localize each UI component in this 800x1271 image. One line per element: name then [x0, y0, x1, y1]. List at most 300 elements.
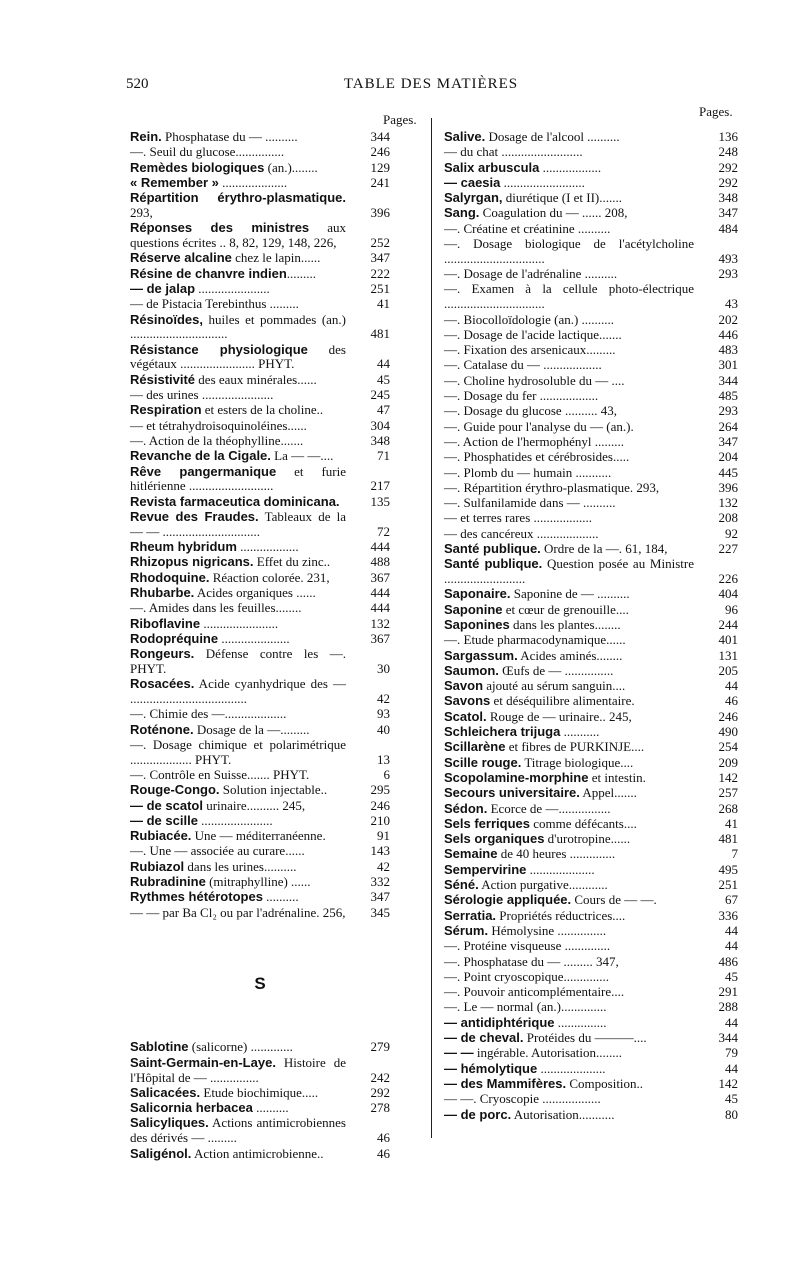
index-entry-page-number: 71 — [377, 448, 390, 464]
index-entry — [130, 799, 390, 814]
index-entry-term: Sels organiques — [444, 831, 545, 847]
index-entry-page-number: 226 — [718, 571, 738, 587]
index-entry — [444, 176, 738, 191]
index-entry-term: Saponines — [444, 617, 510, 632]
index-entry-description: —. Dosage chimique et polarimétrique ................... PHYT. — [130, 736, 346, 767]
index-entry — [444, 343, 738, 358]
index-entry-description: —. Choline hydrosoluble du — .... — [444, 372, 625, 388]
index-entry-description: —. Guide pour l'analyse du — (an.). — [444, 418, 634, 434]
index-entry-page-number: 45 — [377, 371, 390, 387]
index-entry-description: Dosage de l'alcool .......... — [485, 129, 620, 144]
index-entry-term: Salive. — [444, 129, 486, 144]
index-entry-page-number: 80 — [725, 1106, 738, 1122]
index-entry-page-number: 202 — [718, 311, 738, 327]
index-entry — [130, 571, 390, 586]
index-entry-page-number: 41 — [725, 815, 738, 831]
index-entry — [130, 434, 390, 449]
index-entry-page-number: 91 — [377, 828, 390, 844]
index-entry — [444, 389, 738, 404]
index-entry-term: Rheum hybridum — [130, 539, 237, 555]
page-title: TABLE DES MATIÈRES — [343, 76, 519, 92]
page-number: 520 — [126, 76, 149, 92]
pages-label-right: Pages. — [699, 104, 733, 119]
index-entry-page-number: 132 — [370, 615, 390, 631]
index-entry-page-number: 252 — [370, 235, 390, 251]
index-entry — [444, 557, 738, 587]
index-entry-page-number: 445 — [718, 464, 738, 480]
index-entry-term: Savon — [444, 678, 484, 694]
index-entry-page-number: 367 — [370, 569, 390, 585]
index-entry-description: Rouge de — urinaire.. 245, — [486, 708, 632, 724]
index-entry-term: Rubiacée. — [130, 828, 192, 844]
index-entry — [444, 847, 738, 862]
index-entry-description: ...................... — [197, 812, 273, 828]
index-entry-term: Réponses des ministres — [130, 220, 310, 236]
index-entry-description: (salicorne) ............. — [188, 1039, 293, 1055]
index-entry-page-number: 246 — [370, 797, 390, 813]
index-entry-description: — des cancéreux ................... — [444, 525, 599, 541]
index-entry-description: —. Dosage de l'acide lactique....... — [444, 326, 622, 342]
index-entry-term: Scatol. — [444, 708, 487, 724]
index-entry — [130, 1040, 390, 1055]
index-entry-term: Salix arbuscula — [444, 159, 540, 175]
index-entry-page-number: 367 — [370, 630, 390, 646]
index-entry-page-number: 209 — [718, 754, 738, 770]
index-entry-term: Sels ferriques — [444, 815, 530, 831]
index-entry — [444, 649, 738, 664]
index-entry — [444, 1031, 738, 1046]
index-entry — [130, 343, 390, 373]
index-entry — [444, 511, 738, 526]
index-entry-term: Saumon. — [444, 662, 499, 678]
index-entry — [444, 694, 738, 709]
index-entry — [130, 844, 390, 859]
index-entry-description: — de Pistacia Terebinthus ......... — [130, 296, 299, 312]
index-entry-description: et intestin. — [588, 769, 646, 785]
index-entry-page-number: 278 — [370, 1100, 390, 1116]
index-entry-page-number: 257 — [718, 785, 738, 801]
index-entry-page-number: 241 — [370, 174, 390, 190]
index-entry — [130, 829, 390, 844]
index-entry-term: Rhodoquine. — [130, 569, 210, 585]
index-entry — [444, 832, 738, 847]
index-entry-term: Résinoïdes, — [130, 311, 203, 327]
index-entry — [130, 373, 390, 388]
index-entry-page-number: 332 — [370, 874, 390, 890]
index-entry — [444, 313, 738, 328]
index-entry-description: et cœur de grenouille.... — [502, 601, 629, 617]
index-entry-description: —. Dosage du fer .................. — [444, 388, 599, 404]
index-entry-page-number: 204 — [718, 449, 738, 465]
index-entry-page-number: 336 — [718, 907, 738, 923]
index-entry — [130, 1086, 390, 1101]
index-entry-page-number: 93 — [377, 706, 390, 722]
index-entry-description: Acides aminés........ — [517, 647, 623, 663]
index-entry-page-number: 485 — [718, 388, 738, 404]
index-entry-page-number: 444 — [370, 584, 390, 600]
index-entry-term: Scillarène — [444, 739, 506, 755]
index-entry-term: Saponine — [444, 601, 503, 617]
index-entry-page-number: 293 — [718, 403, 738, 419]
index-entry-description: —. Dosage biologique de l'acétylcholine ............................... — [444, 236, 694, 266]
index-entry-description: —. Pouvoir anticomplémentaire.... — [444, 984, 625, 1000]
index-entry — [444, 374, 738, 389]
index-entry — [130, 267, 390, 282]
index-entry — [444, 222, 738, 237]
index-entry-description: ........... — [560, 724, 600, 740]
index-entry-page-number: 245 — [370, 387, 390, 403]
index-entry-term: Semaine — [444, 846, 498, 862]
index-entry-term: — antidiphtérique — [444, 1014, 555, 1030]
index-list-s-continued — [444, 130, 738, 1122]
index-entry-page-number: 251 — [718, 877, 738, 893]
index-entry-description: Propriétés réductrices.... — [496, 907, 626, 923]
index-entry-description: — — par Ba Cl₂ ou par l'adrénaline. 256, — [130, 904, 346, 920]
index-entry-description: —. Sulfanilamide dans — .......... — [444, 495, 616, 511]
index-entry-page-number: 242 — [370, 1069, 390, 1085]
index-entry-description: Cours de — —. — [571, 892, 657, 908]
index-entry — [444, 282, 738, 312]
index-entry-term: Remèdes biologiques — [130, 159, 265, 175]
index-entry-description: —. Répartition érythro-plasmatique. 293, — [444, 479, 660, 495]
index-entry-term: — hémolytique — [444, 1060, 538, 1076]
index-entry-description: Acide cyanhydrique des — .................................... — [130, 676, 346, 706]
index-entry-page-number: 301 — [718, 357, 738, 373]
index-entry-term: Résistance physiologique — [130, 341, 308, 357]
index-entry-page-number: 208 — [718, 510, 738, 526]
index-entry-page-number: 484 — [718, 220, 738, 236]
index-entry — [444, 893, 738, 908]
index-entry-page-number: 293 — [718, 266, 738, 282]
index-entry — [130, 906, 390, 921]
index-entry-description: Protéides du ———.... — [523, 1030, 647, 1046]
index-entry-description: Défense contre les —. PHYT. — [130, 646, 346, 676]
index-entry-description: de 40 heures .............. — [497, 846, 616, 862]
index-entry-page-number: 483 — [718, 342, 738, 358]
index-entry-term: Sargassum. — [444, 647, 518, 663]
index-entry-description: ............... — [554, 1014, 607, 1030]
index-entry-page-number: 42 — [377, 858, 390, 874]
index-entry-description: —. Etude pharmacodynamique...... — [444, 632, 626, 648]
index-entry-page-number: 347 — [718, 433, 738, 449]
index-entry-page-number: 135 — [370, 493, 390, 509]
index-entry-term: Répartition érythro-plasmatique. — [130, 190, 346, 206]
index-entry-page-number: 264 — [718, 418, 738, 434]
index-entry-page-number: 13 — [377, 751, 390, 767]
index-entry-term: Sablotine — [130, 1039, 189, 1055]
index-entry — [130, 677, 390, 707]
index-entry-term: Sérologie appliquée. — [444, 892, 572, 908]
index-entry — [130, 388, 390, 403]
index-entry-term: — caesia — [444, 174, 501, 190]
index-entry-page-number: 6 — [383, 766, 390, 782]
index-entry — [444, 1046, 738, 1061]
index-entry-term: — — — [444, 1045, 474, 1061]
index-entry-page-number: 217 — [370, 478, 390, 494]
index-entry-term: Roténone. — [130, 721, 194, 737]
index-entry — [444, 725, 738, 740]
index-entry-page-number: 44 — [725, 922, 738, 938]
index-entry-description: — et tétrahydroisoquinoléines...... — [130, 417, 307, 433]
index-entry-term: — de porc. — [444, 1106, 512, 1122]
index-list-s — [130, 1040, 390, 1161]
index-entry-term: Revista farmaceutica dominicana. — [130, 493, 340, 509]
index-entry — [130, 632, 390, 647]
index-entry-page-number: 131 — [718, 647, 738, 663]
index-entry-term: Saponaire. — [444, 586, 511, 602]
index-entry — [130, 176, 390, 191]
index-entry — [444, 496, 738, 511]
index-entry — [444, 466, 738, 481]
index-entry-page-number: 396 — [718, 479, 738, 495]
index-entry — [130, 1101, 390, 1116]
index-entry-description: 293, — [130, 204, 153, 220]
index-entry — [444, 1062, 738, 1077]
index-entry-description: huiles et pommades (an.) .............................. — [130, 311, 346, 342]
index-entry-page-number: 292 — [718, 159, 738, 175]
index-entry-page-number: 401 — [718, 632, 738, 648]
index-entry-page-number: 46 — [725, 693, 738, 709]
index-entry — [444, 786, 738, 801]
index-entry-term: Salicacées. — [130, 1084, 201, 1100]
index-entry-page-number: 268 — [718, 800, 738, 816]
index-entry-term: Secours universitaire. — [444, 785, 580, 801]
index-entry — [130, 875, 390, 890]
index-entry-description: Autorisation........... — [511, 1106, 615, 1122]
index-entry-description: —. Biocolloïdologie (an.) .......... — [444, 311, 615, 327]
index-entry — [130, 860, 390, 875]
index-entry-term: Salyrgan, — [444, 190, 503, 206]
index-entry-description: .................... — [537, 1060, 606, 1076]
index-entry-description: La — —.... — [270, 448, 334, 464]
index-entry — [444, 909, 738, 924]
index-entry-page-number: 295 — [370, 782, 390, 798]
index-entry-description: dans les plantes........ — [509, 617, 621, 632]
index-entry-description: .................. — [236, 539, 299, 555]
index-entry-description: (mitraphylline) ...... — [205, 874, 311, 890]
index-entry-page-number: 129 — [370, 159, 390, 175]
index-entry — [130, 495, 390, 510]
index-entry-description: —. Action de l'hermophényl ......... — [444, 433, 624, 449]
index-entry — [130, 723, 390, 738]
index-entry-term: Rubradinine — [130, 874, 206, 890]
index-entry — [444, 664, 738, 679]
index-entry-term: Respiration — [130, 402, 202, 418]
index-entry-page-number: 246 — [370, 144, 390, 160]
index-entry — [130, 465, 390, 495]
index-entry — [130, 510, 390, 540]
index-entry-page-number: 493 — [718, 250, 738, 266]
index-entry-term: Rythmes hétérotopes — [130, 889, 263, 905]
index-entry-page-number: 292 — [370, 1084, 390, 1100]
index-entry-page-number: 142 — [718, 769, 738, 785]
index-entry-term: Scille rouge. — [444, 754, 522, 770]
index-entry-page-number: 248 — [718, 144, 738, 160]
index-entry-description: Action purgative............ — [478, 877, 608, 893]
index-entry-description: —. Seuil du glucose............... — [130, 144, 285, 160]
index-entry-description: dans les urines.......... — [184, 858, 297, 874]
index-entry-page-number: 96 — [725, 601, 738, 617]
index-entry-description: Etude biochimique..... — [200, 1084, 319, 1100]
index-entry-page-number: 30 — [377, 660, 390, 676]
index-entry-term: Santé publique. — [444, 541, 541, 557]
index-entry-page-number: 136 — [718, 129, 738, 144]
index-entry — [444, 771, 738, 786]
index-entry-description: — —. Cryoscopie .................. — [444, 1091, 601, 1107]
index-entry — [130, 1147, 390, 1162]
index-entry-term: Rhizopus nigricans. — [130, 554, 254, 570]
index-entry — [130, 707, 390, 722]
index-entry-description: —. Le — normal (an.).............. — [444, 999, 607, 1015]
index-entry-page-number: 347 — [370, 250, 390, 266]
index-entry-description: Solution injectable.. — [219, 782, 328, 798]
index-entry-term: Riboflavine — [130, 615, 201, 631]
index-entry-description: Effet du zinc.. — [253, 554, 331, 570]
index-entry-description: Appel....... — [579, 785, 637, 801]
index-list-r — [130, 130, 390, 920]
index-entry-page-number: 344 — [718, 372, 738, 388]
index-entry — [130, 814, 390, 829]
index-entry-page-number: 40 — [377, 721, 390, 737]
index-entry-description: aux questions écrites .. 8, 82, 129, 148, 226, — [130, 220, 346, 251]
index-entry — [444, 1000, 738, 1015]
index-entry-page-number: 47 — [377, 402, 390, 418]
index-entry — [130, 540, 390, 555]
index-entry-term: Rongeurs. — [130, 646, 195, 662]
index-entry-description: — des urines ...................... — [130, 387, 274, 403]
index-entry — [130, 738, 390, 768]
index-entry-description: —. Examen à la cellule photo-électrique ............................... — [444, 281, 694, 312]
index-entry-page-number: 348 — [718, 190, 738, 206]
index-entry-description: ...................... — [195, 280, 270, 296]
index-entry-description: .................. — [539, 159, 602, 175]
index-entry-term: Salicornia herbacea — [130, 1100, 253, 1116]
index-entry — [444, 527, 738, 542]
index-entry — [444, 878, 738, 893]
index-entry-description: Hémolysine ............... — [488, 922, 607, 938]
index-entry-page-number: 488 — [370, 554, 390, 570]
index-entry — [130, 161, 390, 176]
index-entry-page-number: 345 — [370, 904, 390, 920]
index-entry — [444, 481, 738, 496]
index-entry — [444, 450, 738, 465]
index-entry — [130, 890, 390, 905]
index-entry-description: Une — méditerranéenne. — [191, 828, 326, 844]
index-entry-page-number: 41 — [377, 296, 390, 312]
index-entry-description: et furie hitlérienne .......................... — [130, 463, 346, 494]
index-entry-page-number: 44 — [377, 356, 390, 372]
index-entry-description: .......... — [252, 1100, 289, 1116]
index-entry-description: .................... — [526, 861, 595, 877]
index-entry-term: Saint-Germain-en-Laye. — [130, 1054, 276, 1070]
index-entry-page-number: 347 — [370, 889, 390, 905]
index-entry-description: ..................... — [218, 630, 290, 646]
index-entry-page-number: 79 — [725, 1045, 738, 1061]
index-entry-description: Composition.. — [566, 1075, 644, 1091]
index-entry — [444, 587, 738, 602]
index-entry-description: —. Dosage du glucose .......... 43, — [444, 403, 617, 419]
index-entry — [130, 555, 390, 570]
index-entry-page-number: 444 — [370, 539, 390, 555]
index-entry-page-number: 481 — [718, 831, 738, 847]
index-entry-term: Rubiazol — [130, 858, 185, 874]
index-entry-description: —. Plomb du — humain ........... — [444, 464, 612, 480]
index-entry-page-number: 347 — [718, 205, 738, 221]
index-entry-page-number: 7 — [731, 846, 738, 862]
index-entry-description: ajouté au sérum sanguin.... — [483, 678, 626, 694]
index-entry-term: Santé publique. — [444, 556, 543, 572]
index-entry-description: Action antimicrobienne.. — [191, 1145, 324, 1161]
index-entry-description: (an.)........ — [264, 159, 318, 175]
index-entry-description: —. Point cryoscopique.............. — [444, 968, 610, 984]
index-entry-term: Rosacées. — [130, 676, 195, 692]
index-entry — [444, 817, 738, 832]
index-entry — [444, 237, 738, 267]
index-entry — [130, 145, 390, 160]
index-entry — [130, 647, 390, 677]
index-entry-page-number: 92 — [725, 525, 738, 541]
index-entry-term: Résine de chanvre indien — [130, 265, 287, 281]
index-entry-description: —. Fixation des arsenicaux......... — [444, 342, 616, 358]
left-column — [130, 130, 390, 1162]
index-entry — [444, 206, 738, 221]
index-entry-page-number: 486 — [718, 953, 738, 969]
index-entry-description: ingérable. Autorisation........ — [473, 1045, 623, 1061]
index-entry — [130, 282, 390, 297]
index-entry-description: Dosage de la —......... — [193, 721, 310, 737]
index-entry-page-number: 227 — [718, 541, 738, 557]
index-entry — [444, 802, 738, 817]
index-entry-term: Rêve pangermanique — [130, 463, 277, 479]
index-entry-description: —. Phosphatides et cérébrosides..... — [444, 449, 630, 465]
index-entry-description: Œufs de — ............... — [498, 662, 614, 678]
index-entry — [444, 1016, 738, 1031]
index-entry — [444, 267, 738, 282]
index-entry — [130, 586, 390, 601]
index-entry-description: Acides organiques ...... — [194, 584, 316, 600]
index-entry-page-number: 292 — [718, 174, 738, 190]
index-entry-page-number: 291 — [718, 984, 738, 1000]
index-entry — [444, 404, 738, 419]
index-entry-description: Ordre de la —. 61, 184, — [540, 541, 668, 557]
index-entry-term: — de jalap — [130, 280, 196, 296]
index-entry-term: Réserve alcaline — [130, 250, 232, 266]
index-entry-term: Rhubarbe. — [130, 584, 195, 600]
index-entry-page-number: 495 — [718, 861, 738, 877]
index-entry-page-number: 490 — [718, 724, 738, 740]
index-entry-description: Histoire de l'Hôpital de — ............... — [130, 1054, 346, 1085]
index-entry-description: —. Dosage de l'adrénaline .......... — [444, 266, 618, 282]
index-entry-term: — de scatol — [130, 797, 203, 813]
index-entry-page-number: 348 — [370, 432, 390, 448]
index-entry — [444, 1077, 738, 1092]
right-column — [444, 130, 738, 1123]
index-entry-term: — de cheval. — [444, 1030, 524, 1046]
index-entry — [130, 403, 390, 418]
index-entry — [130, 1116, 390, 1146]
index-entry — [130, 221, 390, 251]
index-entry-description: Tableaux de la — — .............................. — [130, 508, 347, 539]
index-entry-term: Sempervirine — [444, 861, 527, 877]
index-entry-term: Scopolamine-morphine — [444, 769, 589, 785]
index-entry-term: Schleichera trijuga — [444, 724, 561, 740]
index-entry — [130, 1056, 390, 1086]
index-entry-description: —. Phosphatase du — ......... 347, — [444, 953, 619, 969]
index-entry-description: —. Une — associée au curare...... — [130, 843, 305, 859]
index-entry-term: Saligénol. — [130, 1145, 192, 1161]
index-entry-page-number: 251 — [370, 280, 390, 296]
index-entry-page-number: 44 — [725, 1060, 738, 1076]
